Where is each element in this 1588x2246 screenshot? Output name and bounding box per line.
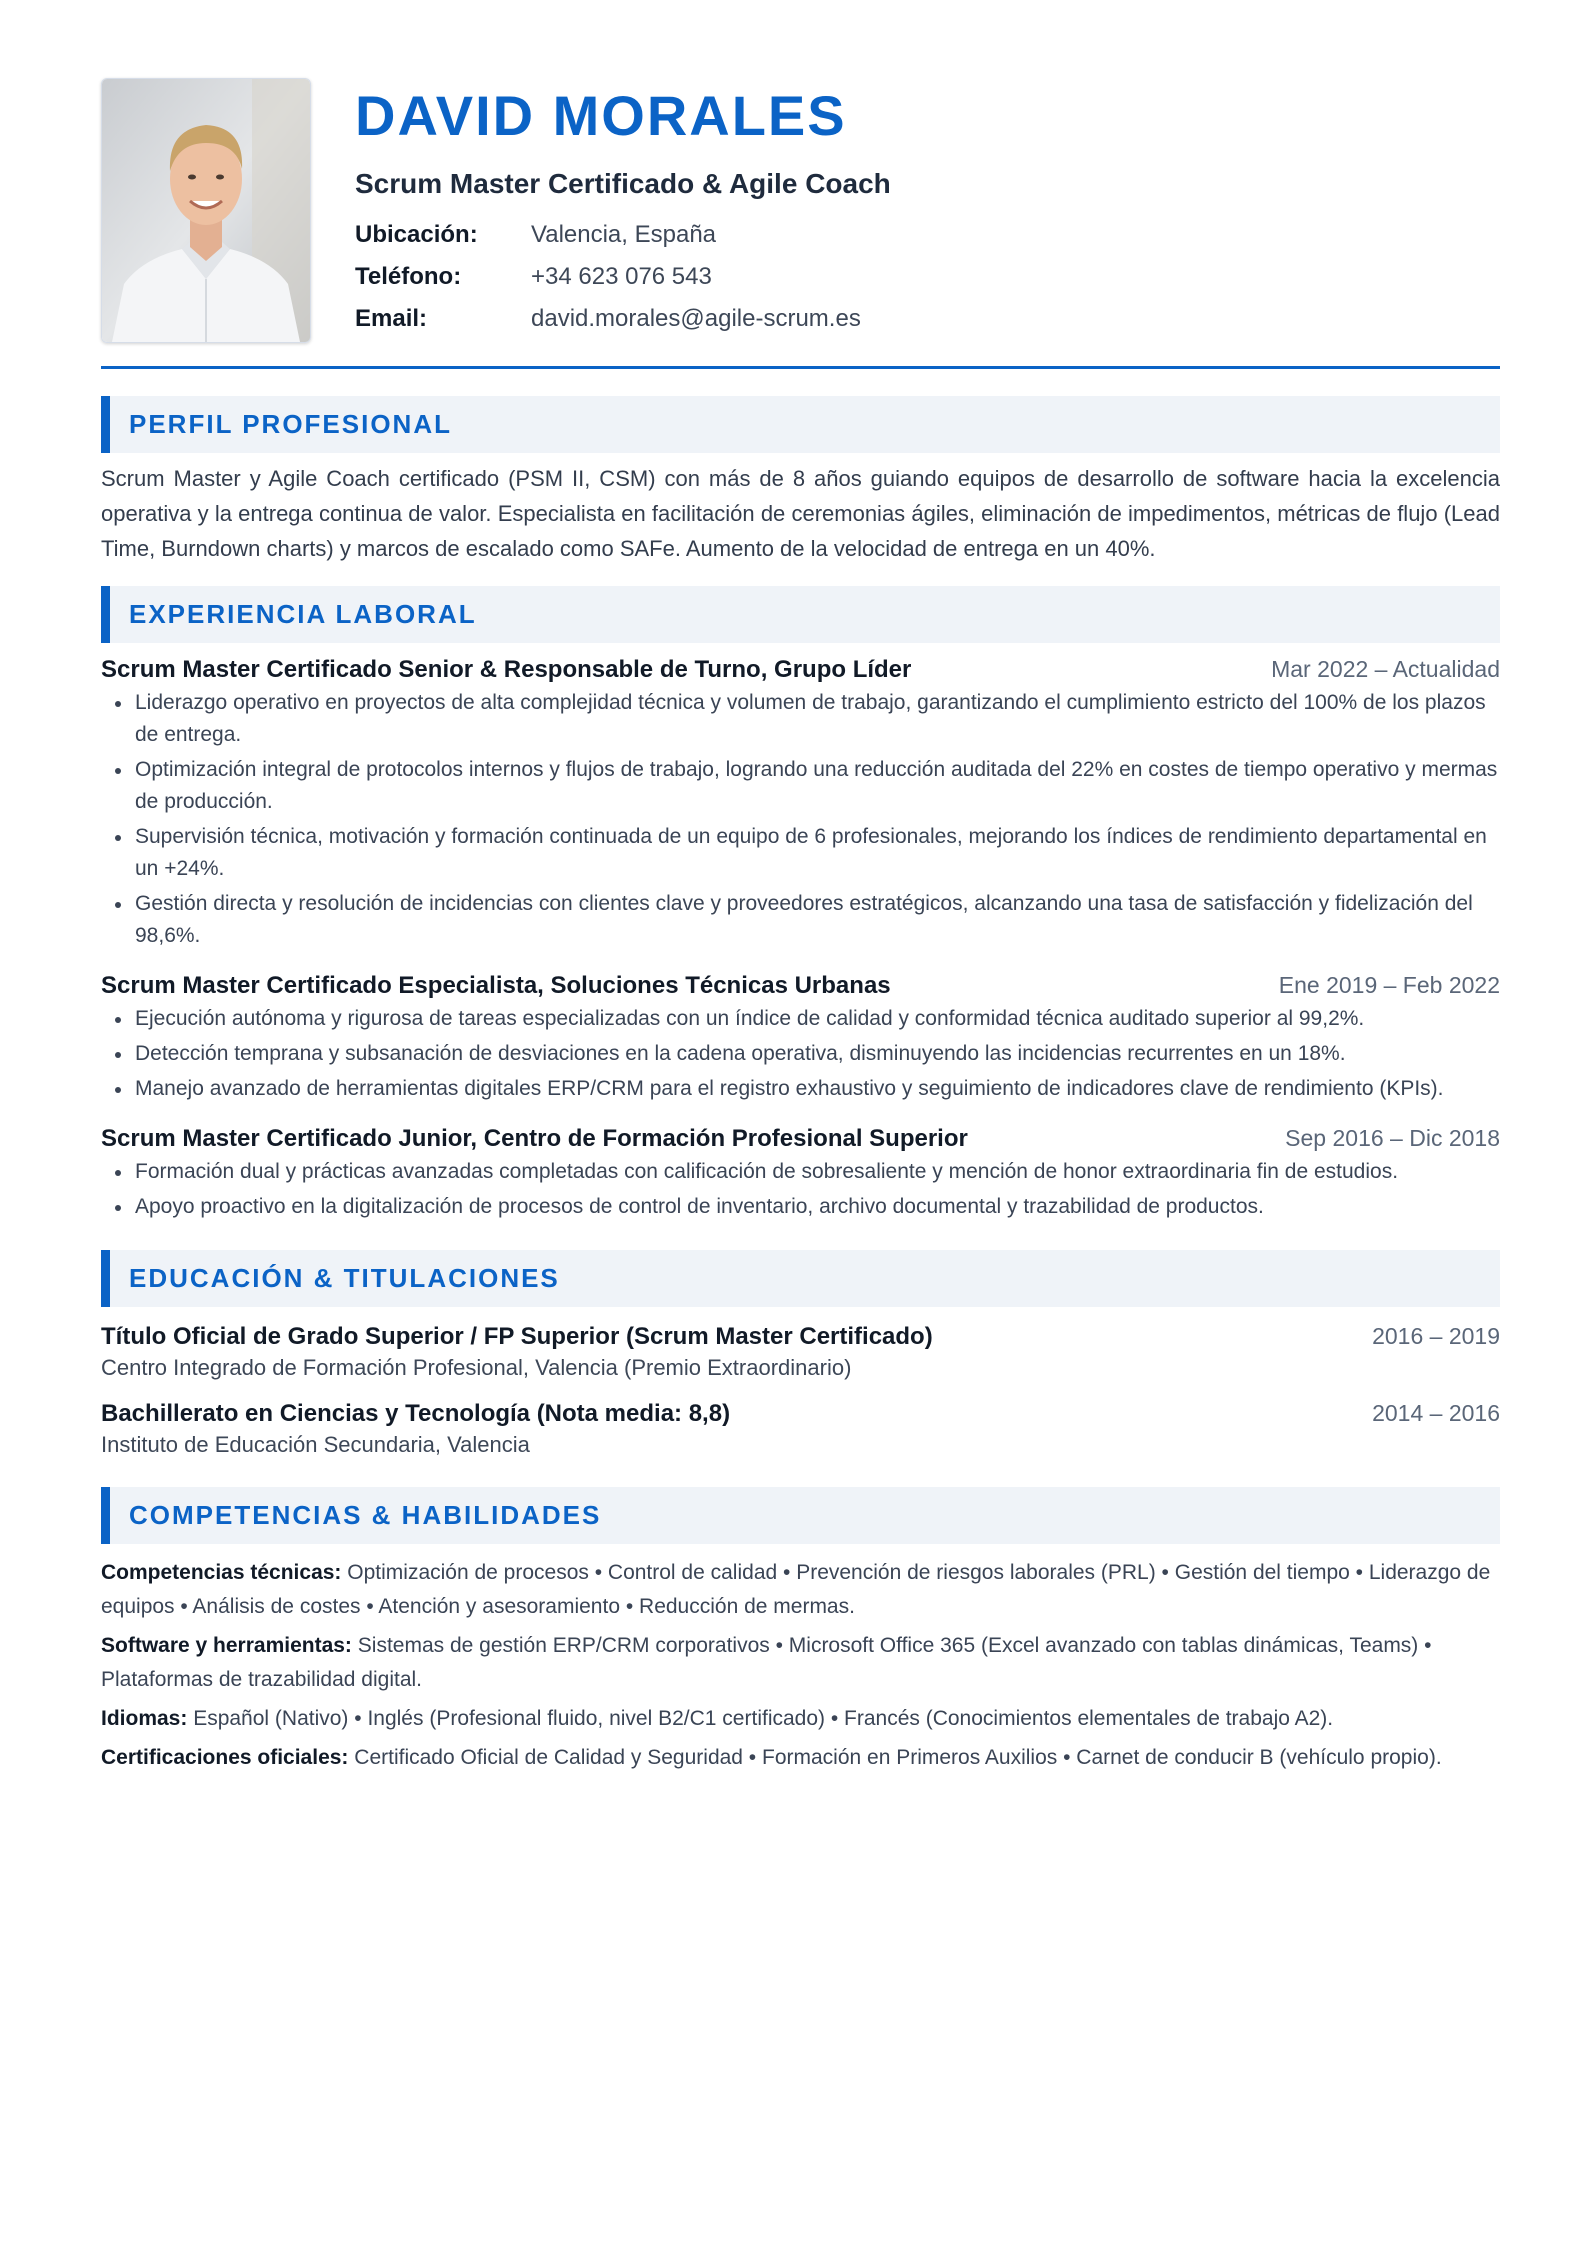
job-dates: Sep 2016 – Dic 2018 bbox=[1285, 1125, 1500, 1151]
job-header bbox=[101, 656, 1500, 684]
job-bullet: Gestión directa y resolución de incidencias con clientes clave y proveedores estratégicos, alcanzando una tasa de satisfacción y fidelización del 98,6%. bbox=[101, 888, 1500, 952]
contact-email bbox=[355, 298, 891, 340]
contact-phone bbox=[355, 256, 891, 298]
job-bullet: Manejo avanzado de herramientas digitales ERP/CRM para el registro exhaustivo y seguimiento de indicadores clave de rendimiento (KPIs). bbox=[101, 1073, 1500, 1105]
skill-group-text: Certificado Oficial de Calidad y Seguridad • Formación en Primeros Auxilios • Carnet de conducir B (vehículo propio). bbox=[348, 1746, 1442, 1769]
education-school: Instituto de Educación Secundaria, Valencia bbox=[101, 1432, 530, 1457]
job-dates: Mar 2022 – Actualidad bbox=[1271, 656, 1500, 682]
job-bullet: Apoyo proactivo en la digitalización de procesos de control de inventario, archivo documental y trazabilidad de productos. bbox=[101, 1191, 1500, 1223]
contact-label: Ubicación: bbox=[355, 221, 478, 248]
skill-group-label: Competencias técnicas: bbox=[101, 1561, 342, 1584]
job-entry bbox=[101, 972, 1500, 1105]
job-bullets bbox=[101, 1003, 1500, 1105]
profile-photo bbox=[101, 78, 311, 343]
job-entry bbox=[101, 656, 1500, 952]
profile-photo-illustration bbox=[102, 79, 310, 342]
job-title: Scrum Master Certificado Especialista, Soluciones Técnicas Urbanas bbox=[101, 972, 891, 999]
header-info bbox=[355, 78, 891, 340]
education-dates: 2014 – 2016 bbox=[1372, 1400, 1500, 1426]
skills-list bbox=[101, 1556, 1500, 1775]
education-header bbox=[101, 1323, 1500, 1351]
education-school: Centro Integrado de Formación Profesional, Valencia (Premio Extraordinario) bbox=[101, 1355, 852, 1380]
education-dates: 2016 – 2019 bbox=[1372, 1323, 1500, 1349]
header-divider bbox=[101, 366, 1500, 369]
job-bullets bbox=[101, 1156, 1500, 1223]
skill-group-label: Idiomas: bbox=[101, 1707, 188, 1730]
contact-label: Teléfono: bbox=[355, 263, 462, 290]
candidate-headline: Scrum Master Certificado & Agile Coach bbox=[355, 168, 891, 199]
job-entry bbox=[101, 1125, 1500, 1223]
job-bullet: Detección temprana y subsanación de desviaciones en la cadena operativa, disminuyendo las incidencias recurrentes en un 18%. bbox=[101, 1038, 1500, 1070]
education-title: Título Oficial de Grado Superior / FP Superior (Scrum Master Certificado) bbox=[101, 1323, 933, 1350]
job-header bbox=[101, 972, 1500, 1000]
resume-page bbox=[101, 78, 1500, 1780]
section-title-experience: EXPERIENCIA LABORAL bbox=[101, 586, 1500, 643]
job-bullet: Ejecución autónoma y rigurosa de tareas especializadas con un índice de calidad y conformidad técnica auditado superior al 99,2%. bbox=[101, 1003, 1500, 1035]
job-bullets bbox=[101, 687, 1500, 952]
skill-group bbox=[101, 1629, 1500, 1697]
skill-group-text: Español (Nativo) • Inglés (Profesional fluido, nivel B2/C1 certificado) • Francés (Conocimientos elementales de trabajo A2). bbox=[187, 1707, 1334, 1730]
contact-value: +34 623 076 543 bbox=[531, 263, 712, 290]
contact-location bbox=[355, 214, 891, 256]
section-title-skills: COMPETENCIAS & HABILIDADES bbox=[101, 1487, 1500, 1544]
skill-group bbox=[101, 1702, 1500, 1736]
contact-block bbox=[355, 214, 891, 340]
job-dates: Ene 2019 – Feb 2022 bbox=[1278, 972, 1500, 998]
candidate-name: DAVID MORALES bbox=[355, 84, 847, 147]
job-title: Scrum Master Certificado Junior, Centro de Formación Profesional Superior bbox=[101, 1125, 968, 1152]
job-header bbox=[101, 1125, 1500, 1153]
education-header bbox=[101, 1400, 1500, 1428]
contact-value: Valencia, España bbox=[531, 221, 717, 248]
skill-group-label: Software y herramientas: bbox=[101, 1634, 352, 1657]
contact-value: david.morales@agile-scrum.es bbox=[531, 305, 861, 332]
skill-group bbox=[101, 1741, 1500, 1775]
section-title-education: EDUCACIÓN & TITULACIONES bbox=[101, 1250, 1500, 1307]
section-title-profile: PERFIL PROFESIONAL bbox=[101, 396, 1500, 453]
skill-group bbox=[101, 1556, 1500, 1624]
skill-group-label: Certificaciones oficiales: bbox=[101, 1746, 349, 1769]
job-bullet: Supervisión técnica, motivación y formación continuada de un equipo de 6 profesionales, mejorando los índices de rendimiento departamental en un +24%. bbox=[101, 821, 1500, 885]
education-entry bbox=[101, 1400, 1500, 1462]
job-bullet: Formación dual y prácticas avanzadas completadas con calificación de sobresaliente y mención de honor extraordinaria fin de estudios. bbox=[101, 1156, 1500, 1188]
resume-header bbox=[101, 78, 1500, 369]
job-bullet: Optimización integral de protocolos internos y flujos de trabajo, logrando una reducción auditada del 22% en costes de tiempo operativo y mermas de producción. bbox=[101, 754, 1500, 818]
job-bullet: Liderazgo operativo en proyectos de alta complejidad técnica y volumen de trabajo, garantizando el cumplimiento estricto del 100% de los plazos de entrega. bbox=[101, 687, 1500, 751]
contact-label: Email: bbox=[355, 305, 428, 332]
job-title: Scrum Master Certificado Senior & Responsable de Turno, Grupo Líder bbox=[101, 656, 912, 683]
profile-summary: Scrum Master y Agile Coach certificado (PSM II, CSM) con más de 8 años guiando equipos de desarrollo de software hacia la excelencia operativa y la entrega continua de valor. Especialista en facilitación de ceremonias ágiles, eliminación de impedimentos, métricas de flujo (Lead Time, Burndown charts) y marcos de escalado como SAFe. Aumento de la velocidad de entrega en un 40%. bbox=[101, 466, 1500, 561]
skill-group-text: Sistemas de gestión ERP/CRM corporativos • Microsoft Office 365 (Excel avanzado con tablas dinámicas, Teams) • Plataformas de trazabilidad digital. bbox=[101, 1634, 1432, 1691]
education-entry bbox=[101, 1323, 1500, 1385]
skill-group-text: Optimización de procesos • Control de calidad • Prevención de riesgos laborales (PRL) • Gestión del tiempo • Liderazgo de equipos • Análisis de costes • Atención y asesoramiento • Reducción de mermas. bbox=[101, 1561, 1491, 1618]
education-title: Bachillerato en Ciencias y Tecnología (Nota media: 8,8) bbox=[101, 1400, 731, 1427]
